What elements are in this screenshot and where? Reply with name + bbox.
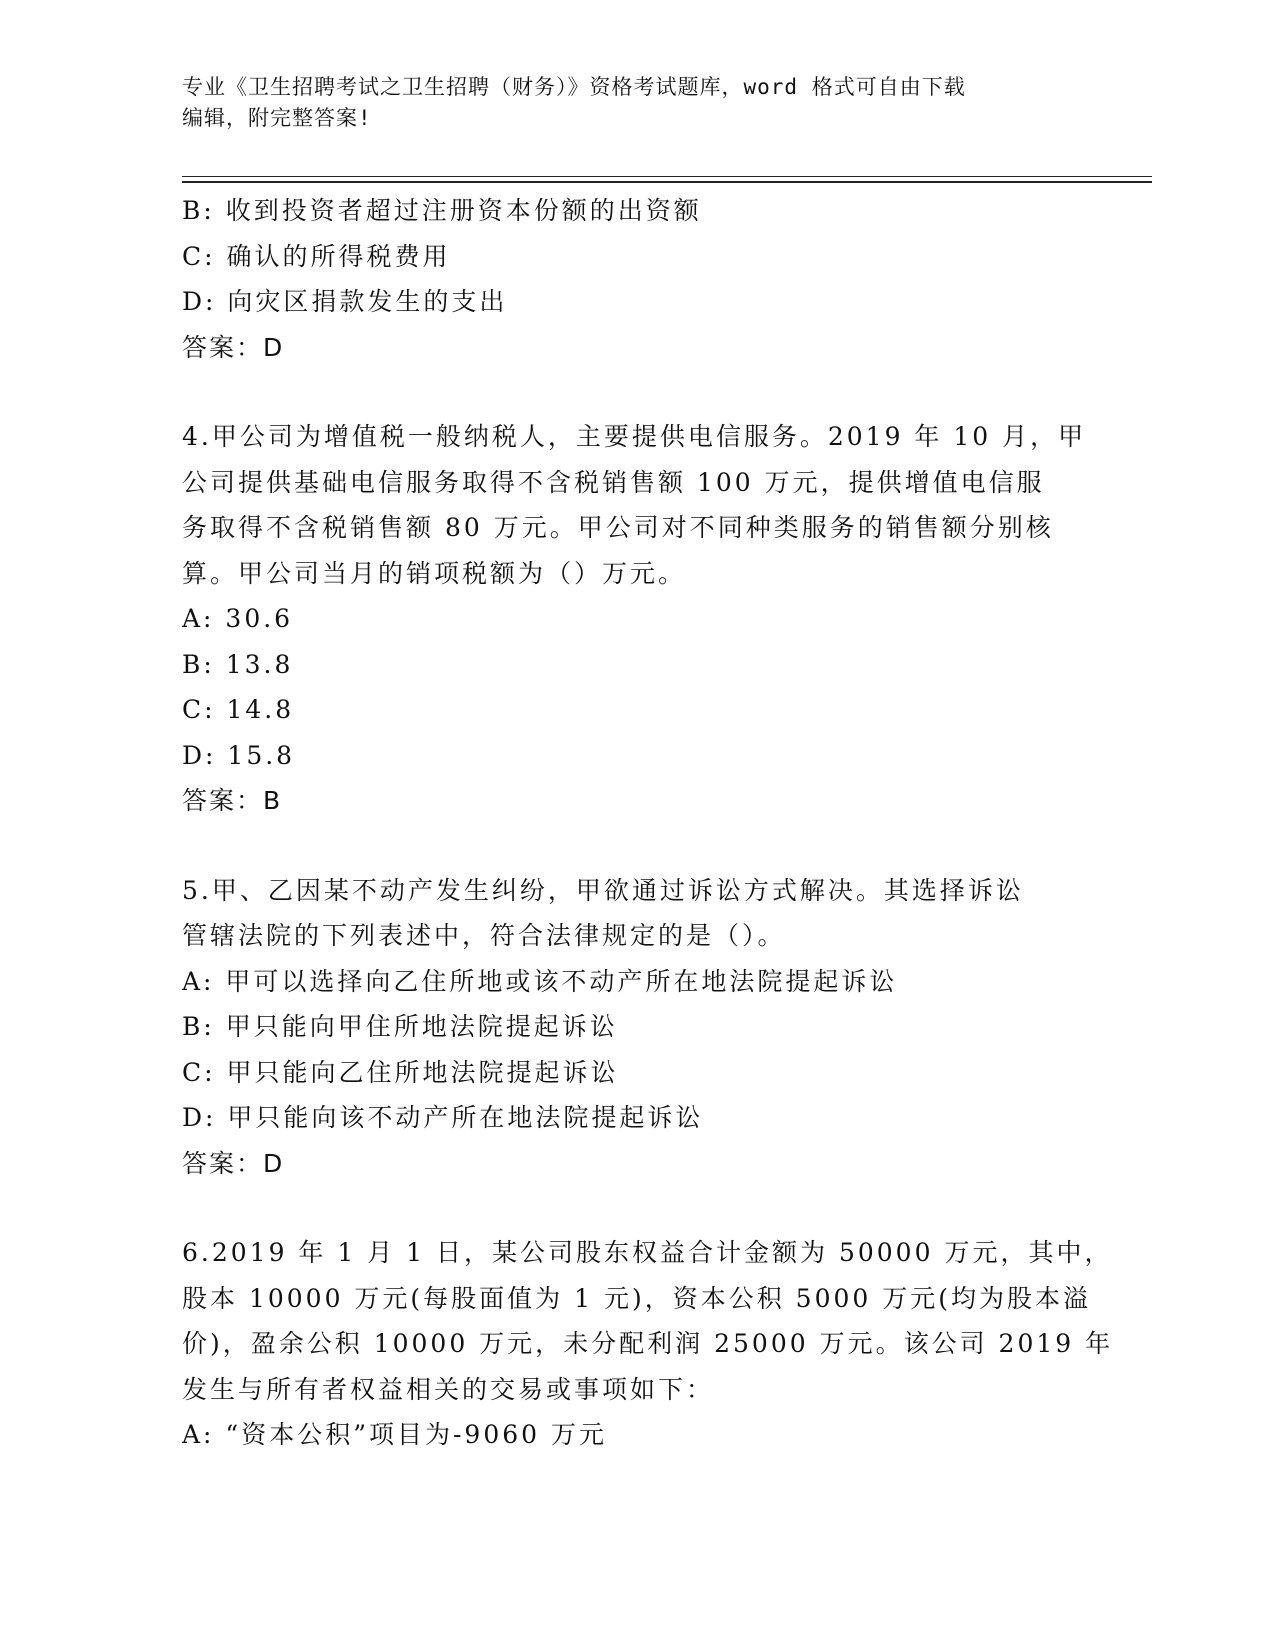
question-stem-line: 股本 10000 万元(每股面值为 1 元)，资本公积 5000 万元(均为股本溢 [182, 1283, 1092, 1313]
question-stem-line: 管辖法院的下列表述中，符合法律规定的是（）。 [182, 921, 786, 950]
option-a: A: “资本公积”项目为-9060 万元 [182, 1420, 608, 1449]
question-content [182, 188, 1114, 1458]
option-b: B: 13.8 [182, 649, 294, 679]
answer-label: 答案：D [182, 332, 285, 362]
question-stem-line: 发生与所有者权益相关的交易或事项如下： [182, 1374, 715, 1404]
spacer [182, 370, 1082, 414]
question-stem-line: 算。甲公司当月的销项税额为（）万元。 [182, 558, 687, 588]
option-d: D: 向灾区捐款发生的支出 [182, 287, 508, 316]
question-stem-line: 4.甲公司为增值税一般纳税人，主要提供电信服务。2019 年 10 月，甲 [182, 422, 1087, 451]
header-divider-thick [182, 181, 1152, 183]
question-stem-line: 5.甲、乙因某不动产发生纠纷，甲欲通过诉讼方式解决。其选择诉讼 [182, 875, 1024, 905]
question-5 [182, 868, 1082, 1187]
answer-label: 答案：D [182, 1148, 285, 1178]
question-4 [182, 414, 1087, 824]
option-d: D: 甲只能向该不动产所在地法院提起诉讼 [182, 1103, 704, 1132]
question-stem-line: 价)，盈余公积 10000 万元，未分配利润 25000 万元。该公司 2019 年 [182, 1329, 1114, 1358]
question-3-tail [182, 188, 1082, 370]
option-c: C: 甲只能向乙住所地法院提起诉讼 [182, 1057, 619, 1087]
option-b: B: 甲只能向甲住所地法院提起诉讼 [182, 1012, 618, 1041]
spacer [182, 1186, 1082, 1230]
question-stem-line: 6.2019 年 1 月 1 日，某公司股东权益合计金额为 50000 万元，其中， [182, 1238, 1113, 1267]
option-c: C: 14.8 [182, 695, 295, 724]
question-stem-line: 务取得不含税销售额 80 万元。甲公司对不同种类服务的销售额分别核 [182, 513, 1054, 542]
header-line-2: 编辑，附完整答案! [182, 106, 372, 130]
spacer [182, 824, 1082, 868]
option-d: D: 15.8 [182, 740, 296, 770]
answer-label: 答案：B [182, 786, 283, 815]
header-divider-thin [182, 176, 1152, 177]
option-a: A: 甲可以选择向乙住所地或该不动产所在地法院提起诉讼 [182, 966, 898, 996]
option-c: C: 确认的所得税费用 [182, 241, 451, 271]
document-header [182, 72, 1062, 134]
option-a: A: 30.6 [182, 604, 294, 633]
header-line-1: 专业《卫生招聘考试之卫生招聘（财务）》资格考试题库，word 格式可自由下载 [182, 75, 966, 99]
question-stem-line: 公司提供基础电信服务取得不含税销售额 100 万元，提供增值电信服 [182, 467, 1045, 497]
question-6 [182, 1230, 1114, 1458]
option-b: B: 收到投资者超过注册资本份额的出资额 [182, 196, 702, 225]
